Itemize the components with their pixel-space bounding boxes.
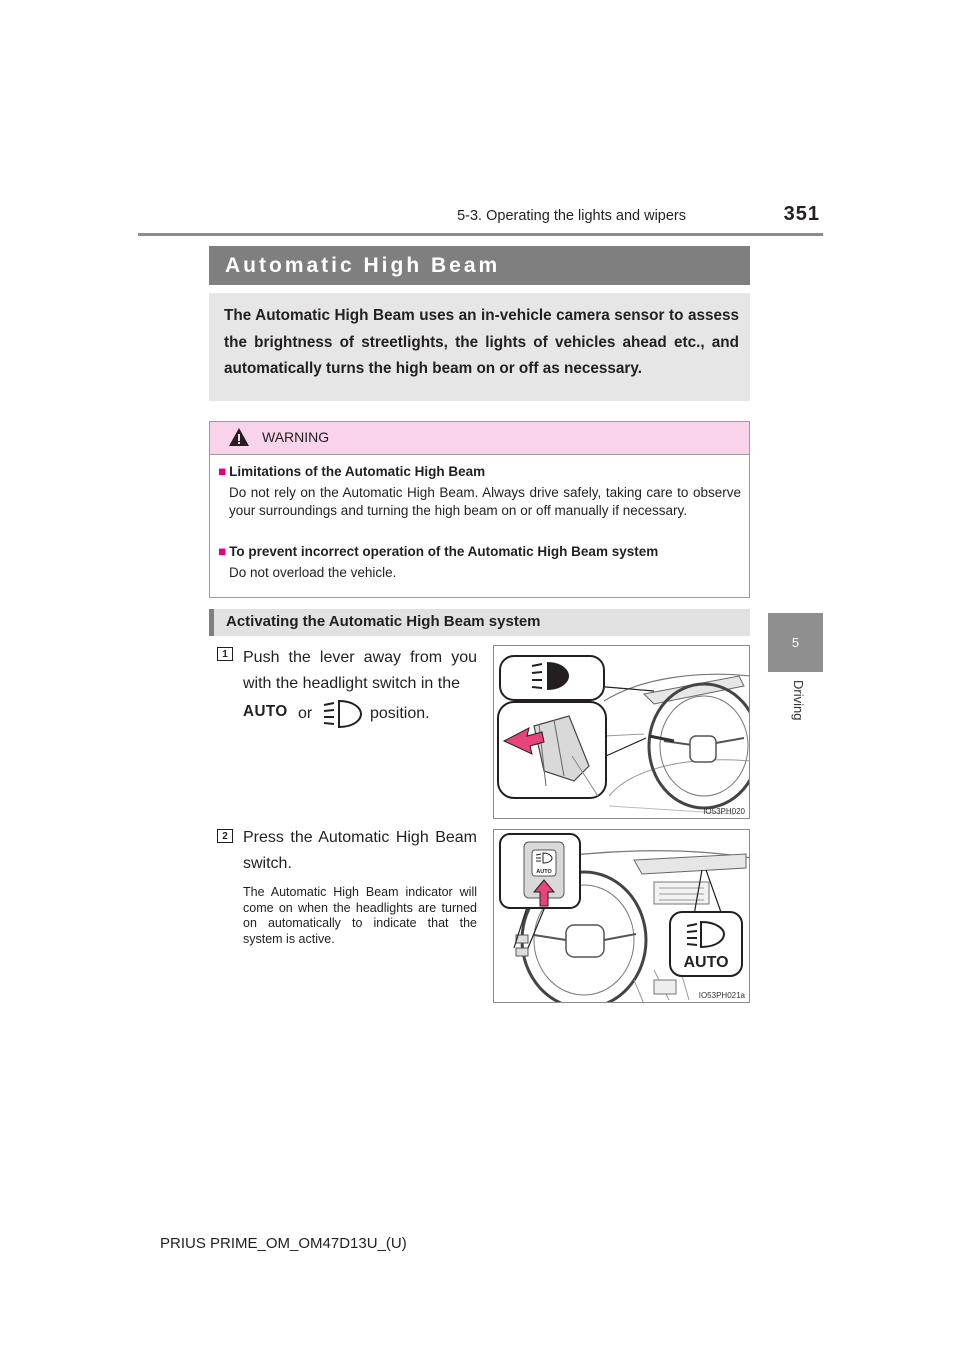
step-text: Push the lever away from you with the headlight switch in the [243,649,477,692]
page-number: 351 [783,203,820,225]
warning-label: WARNING [262,429,330,445]
bullet-icon: ■ [218,544,227,559]
figure-lever [493,645,750,819]
switch-illustration [494,830,750,1003]
figure-switch [493,829,750,1003]
section-title: 5-3. Operating the lights and wipers [457,208,686,224]
warning-box [209,421,750,598]
step-position-line [243,703,483,729]
figure-caption: IO53PH021a [698,991,745,1000]
lever-illustration [494,646,750,819]
or-word: or [298,705,313,722]
step-number: 1 [217,647,233,661]
warning-item-title: ■ Limitations of the Automatic High Beam [218,464,486,479]
switch-auto-text: AUTO [536,869,552,875]
step-note: The Automatic High Beam indicator will come on when the headlights are turned on automatically to indicate that the system is active. [243,885,477,946]
page-title: Automatic High Beam [209,246,750,285]
chapter-label: Driving [791,680,806,721]
warning-item-body: Do not rely on the Automatic High Beam. Always drive safely, taking care to observe your surroundings and turning the high beam on or off manually if necessary. [229,485,741,518]
position-word: position. [370,705,430,722]
step-text: Press the Automatic High Beam switch. [243,829,477,872]
chapter-tab: 5 [768,613,823,672]
intro-text: The Automatic High Beam uses an in-vehicle camera sensor to assess the brightness of streetlights, the lights of vehicles ahead etc., and automatically turns the high beam on or off as necessary. [224,307,739,377]
bullet-icon: ■ [218,464,227,479]
step-number: 2 [217,829,233,843]
header-rule [138,233,823,236]
indicator-auto-text: AUTO [683,954,729,971]
figure-caption: IO53PH020 [703,807,745,816]
intro-box [209,293,750,401]
warning-item-body: Do not overload the vehicle. [229,565,397,580]
subsection-title: Activating the Automatic High Beam system [226,613,541,630]
warning-item-title: ■ To prevent incorrect operation of the Automatic High Beam system [218,544,659,559]
auto-label: AUTO [243,703,288,720]
warning-header [210,422,749,455]
footer-model: PRIUS PRIME_OM_OM47D13U_(U) [160,1235,407,1252]
subsection-header [209,609,750,636]
warning-icon [228,427,250,447]
headlight-icon [321,699,363,729]
